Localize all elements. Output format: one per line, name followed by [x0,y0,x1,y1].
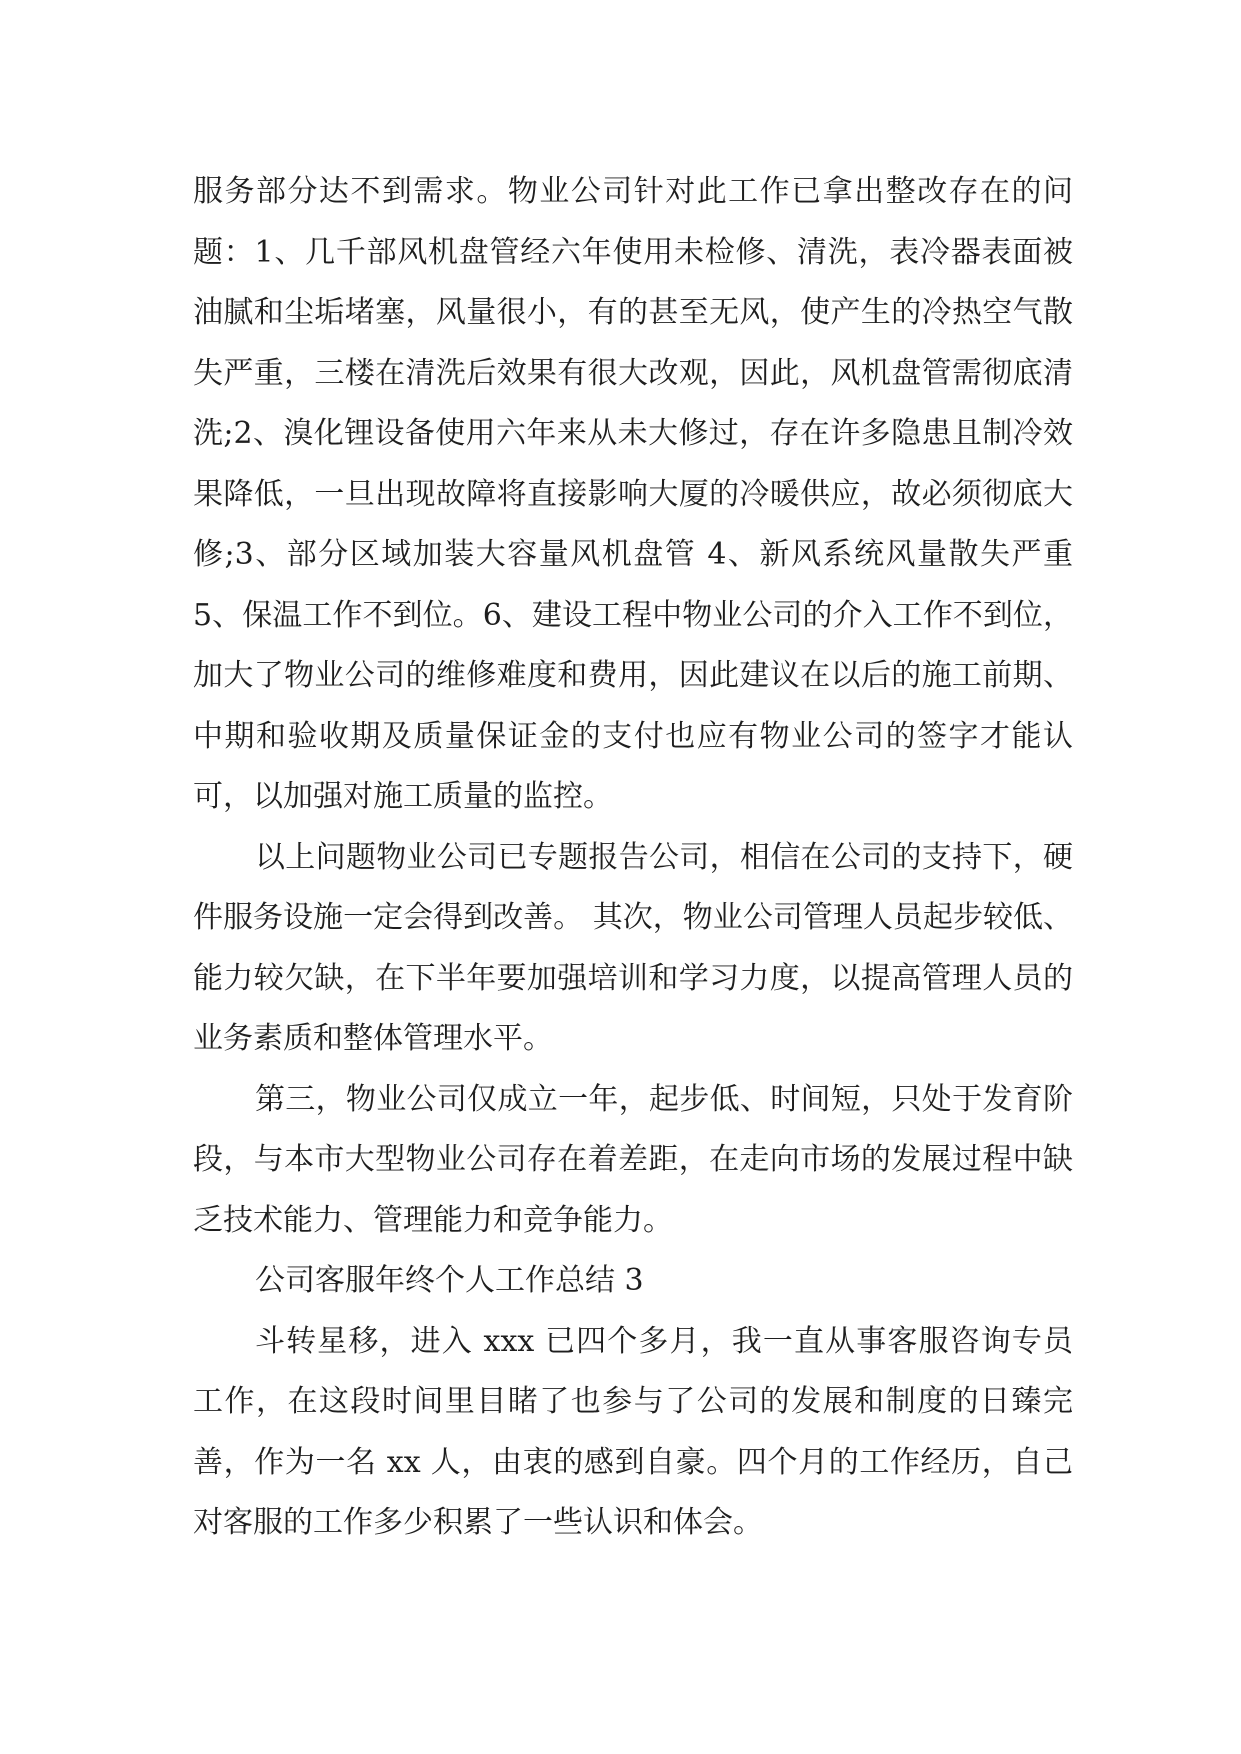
paragraph-customer-service-intro: 斗转星移，进入 xxx 已四个多月，我一直从事客服咨询专员工作，在这段时间里目睹了也参与了公司的发展和制度的日臻完善，作为一名 xx 人，由衷的感到自豪。四个月的工作经历，自己对客服的工作多少积累了一些认识和体会。 [193,1323,1073,1540]
paragraph-rectification-issues: 服务部分达不到需求。物业公司针对此工作已拿出整改存在的问题：1、几千部风机盘管经六年使用未检修、清洗，表冷器表面被油腻和尘垢堵塞，风量很小，有的甚至无风，使产生的冷热空气散失严重，三楼在清洗后效果有很大改观，因此，风机盘管需彻底清洗;2、溴化锂设备使用六年来从未大修过，存在许多隐患且制冷效果降低，一旦出现故障将直接影响大厦的冷暖供应，故必须彻底大修;3、部分区域加装大容量风机盘管 4、新风系统风量散失严重 5、保温工作不到位。6、建设工程中物业公司的介入工作不到位，加大了物业公司的维修难度和费用，因此建议在以后的施工前期、中期和验收期及质量保证金的支付也应有物业公司的签字才能认可，以加强对施工质量的监控。 [193,174,1073,814]
document-body [193,162,1073,1554]
section-heading: 公司客服年终个人工作总结 3 [255,1263,644,1298]
paragraph-report-and-management: 以上问题物业公司已专题报告公司，相信在公司的支持下，硬件服务设施一定会得到改善。 其次，物业公司管理人员起步较低、能力较欠缺，在下半年要加强培训和学习力度，以提高管理人员的业务素质和整体管理水平。 [193,839,1073,1056]
paragraph-third-point: 第三，物业公司仅成立一年，起步低、时间短，只处于发育阶段，与本市大型物业公司存在着差距，在走向市场的发展过程中缺乏技术能力、管理能力和竞争能力。 [193,1081,1073,1238]
